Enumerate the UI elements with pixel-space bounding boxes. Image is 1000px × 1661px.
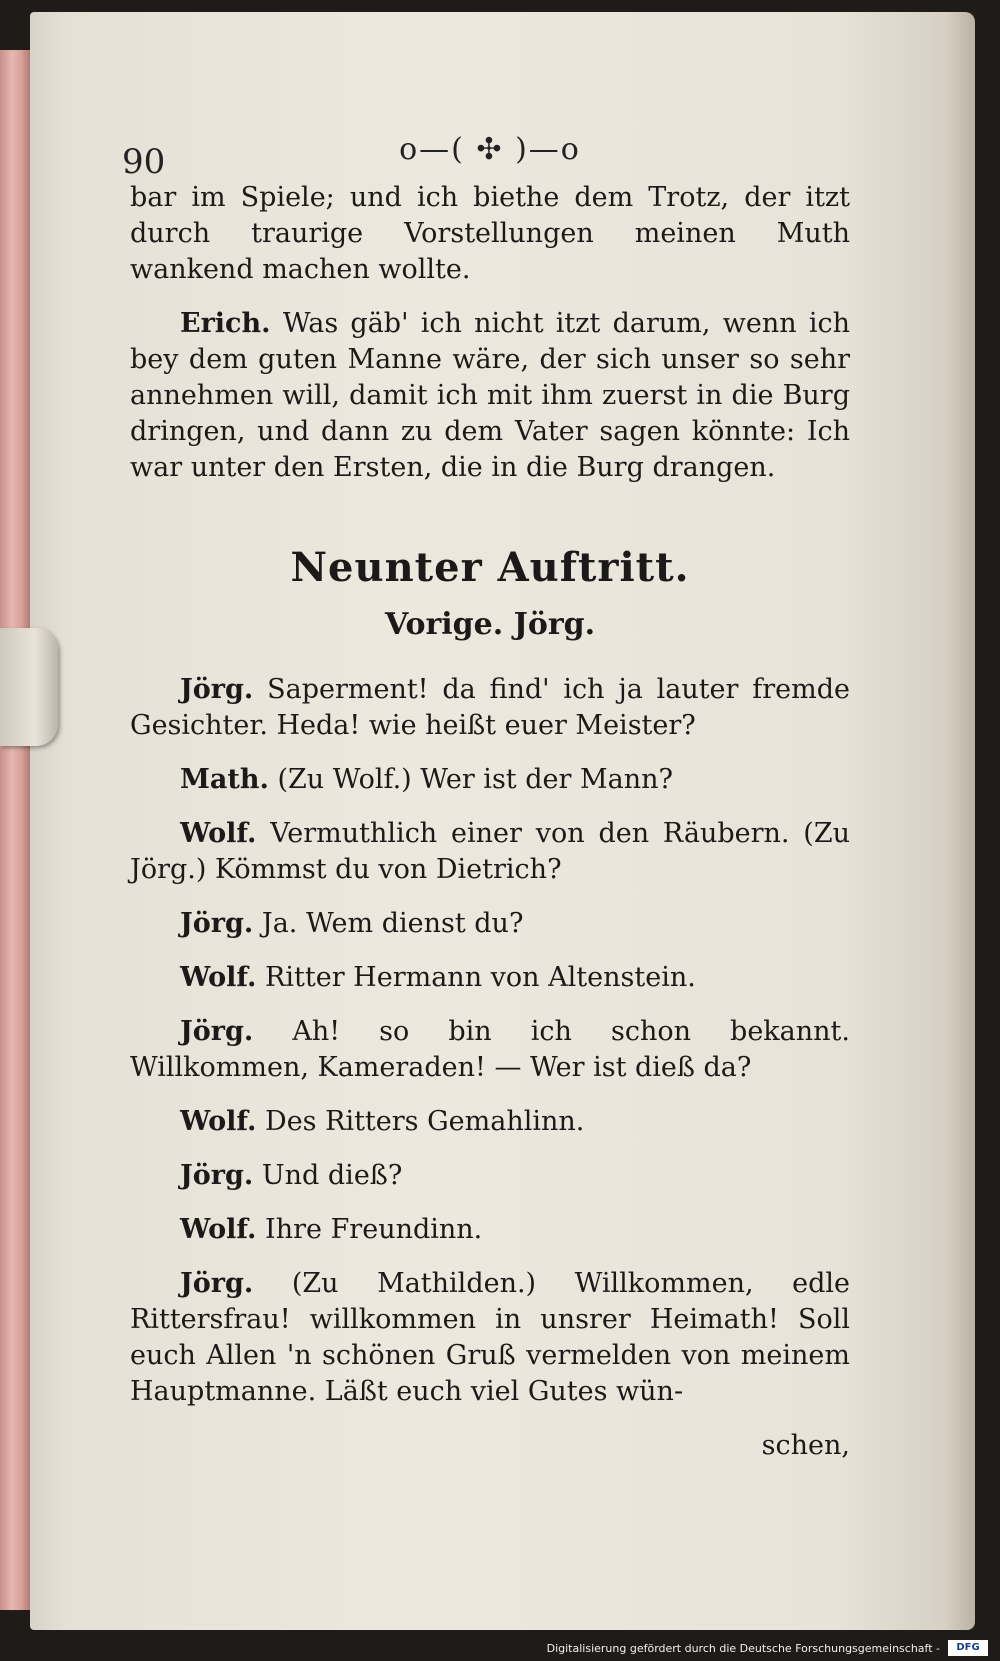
speech-text: Ja. Wem dienst du? bbox=[261, 908, 524, 939]
speech-text: Ihre Freundinn. bbox=[265, 1214, 483, 1245]
dialogue-line bbox=[130, 960, 850, 996]
speaker-name: Jörg. bbox=[180, 908, 254, 939]
dialogue-line bbox=[130, 1158, 850, 1194]
speaker-name: Jörg. bbox=[180, 674, 254, 705]
header-ornament: o—( ✣ )—o bbox=[399, 132, 581, 167]
book-edge bbox=[0, 50, 30, 1610]
speech-text: (Zu Mathilden.) Willkommen, edle Rittersfrau! willkommen in unsrer Heimath! Soll euch Allen 'n schönen Gruß vermelden von meinem Hauptmanne. Läßt euch viel Gutes wün- bbox=[130, 1268, 850, 1407]
speaker-name: Erich. bbox=[180, 308, 271, 339]
speech-text: Vermuthlich einer von den Räubern. (Zu Jörg.) Kömmst du von Dietrich? bbox=[130, 818, 850, 885]
scene-heading: Neunter Auftritt. bbox=[290, 544, 690, 591]
paragraph-erich bbox=[130, 306, 850, 486]
speech-text: Was gäb' ich nicht itzt darum, wenn ich bey dem guten Manne wäre, der sich unser so sehr annehmen will, damit ich mit ihm zuerst in die Burg dringen, und dann zu dem Vater sagen könnte: Ich war unter den Ersten, die in die Burg drangen. bbox=[130, 308, 850, 483]
speaker-name: Wolf. bbox=[180, 962, 257, 993]
speaker-name: Jörg. bbox=[180, 1268, 254, 1299]
dialogue-line bbox=[130, 1104, 850, 1140]
speech-text: Und dieß? bbox=[261, 1160, 403, 1191]
dialogue-line bbox=[130, 1266, 850, 1410]
speaker-name: Wolf. bbox=[180, 1106, 257, 1137]
page-gutter-shade bbox=[945, 12, 975, 1630]
dialogue-line bbox=[130, 816, 850, 888]
dialogue-line bbox=[130, 762, 850, 798]
speaker-name: Jörg. bbox=[180, 1160, 254, 1191]
dialogue-line bbox=[130, 1212, 850, 1248]
dialogue-line bbox=[130, 672, 850, 744]
page-text bbox=[130, 180, 850, 1482]
speech-text: Ah! so bin ich schon bekannt. Willkommen, Kameraden! — Wer ist dieß da? bbox=[130, 1016, 850, 1083]
speaker-name: Jörg. bbox=[180, 1016, 254, 1047]
catchword: schen, bbox=[761, 1430, 850, 1461]
speech-text: Des Ritters Gemahlinn. bbox=[265, 1106, 585, 1137]
paragraph-1: bar im Spiele; und ich biethe dem Trotz, der itzt durch traurige Vorstellungen meinen Muth wankend machen wollte. bbox=[130, 182, 850, 285]
speaker-name: Wolf. bbox=[180, 1214, 257, 1245]
speech-text: (Zu Wolf.) Wer ist der Mann? bbox=[277, 764, 673, 795]
speaker-name: Math. bbox=[180, 764, 269, 795]
speaker-name: Wolf. bbox=[180, 818, 257, 849]
speech-text: Ritter Hermann von Altenstein. bbox=[265, 962, 696, 993]
page-clip bbox=[0, 628, 58, 746]
page-number: 90 bbox=[122, 142, 166, 182]
dialogue-line bbox=[130, 906, 850, 942]
funding-notice: Digitalisierung gefördert durch die Deutsche Forschungsgemeinschaft - bbox=[546, 1642, 940, 1655]
scene-characters: Vorige. Jörg. bbox=[384, 607, 596, 642]
dialogue-line bbox=[130, 1014, 850, 1086]
dfg-logo-icon: DFG bbox=[948, 1640, 988, 1656]
speech-text: Saperment! da find' ich ja lauter fremde Gesichter. Heda! wie heißt euer Meister? bbox=[130, 674, 850, 741]
